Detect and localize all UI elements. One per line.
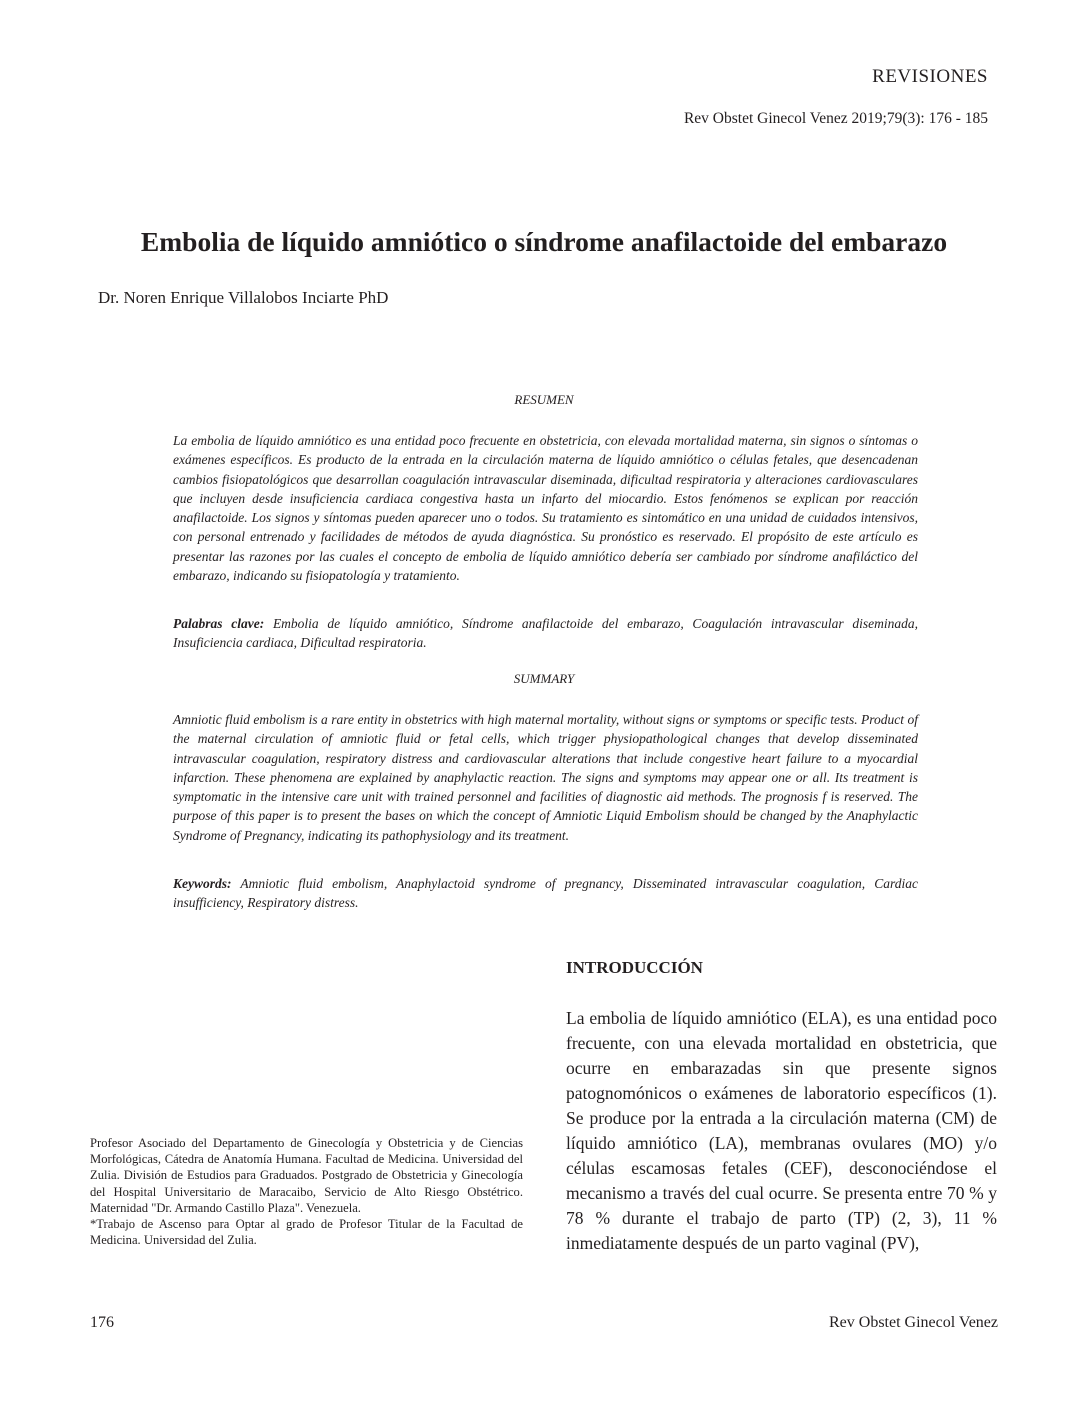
resumen-keywords-label: Palabras clave: <box>173 616 265 631</box>
section-label: REVISIONES <box>872 66 988 87</box>
journal-citation: Rev Obstet Ginecol Venez 2019;79(3): 176 - 185 <box>683 110 988 127</box>
promotion-footnote: *Trabajo de Ascenso para Optar al grado de Profesor Titular de la Facultad de Medicina. Universidad del Zulia. <box>90 1217 523 1248</box>
summary-heading: SUMMARY <box>513 671 575 686</box>
affiliation-footnote: Profesor Asociado del Departamento de Ginecología y Obstetricia y de Ciencias Morfológicas, Cátedra de Anatomía Humana. Facultad de Medicina. Universidad del Zulia. División de Estudios para Graduados. Postgrado de Obstetricia y Ginecología del Hospital Universitario de Maracaibo, Servicio de Alto Riesgo Obstétrico. Maternidad "Dr. Armando Castillo Plaza". Venezuela. <box>90 1136 523 1215</box>
summary-keywords <box>173 874 918 913</box>
running-footer: Rev Obstet Ginecol Venez <box>829 1314 998 1331</box>
resumen-keywords <box>173 614 918 653</box>
summary-keywords-text: Amniotic fluid embolism, Anaphylactoid syndrome of pregnancy, Disseminated intravascular coagulation, Cardiac insufficiency, Respiratory distress. <box>173 876 918 911</box>
summary-text: Amniotic fluid embolism is a rare entity in obstetrics with high maternal mortality, without signs or symptoms or specific tests. Product of the maternal circulation of amniotic fluid or fetal cells, which trigger physiopathological changes that develop disseminated intravascular coagulation, respiratory distress and cardiovascular alterations that include congestive heart failure to a myocardial infarction. These phenomena are explained by anaphylactic reaction. The signs and symptoms may appear one or all. Its treatment is symptomatic in the intensive care unit with trained personnel and facilities of diagnostic aid methods. The prognosis f is reserved. The purpose of this paper is to present the bases on which the concept of Amniotic Liquid Embolism should be changed by the Anaphylactic Syndrome of Pregnancy, indicating its pathophysiology and its treatment. <box>173 712 918 843</box>
resumen-heading: RESUMEN <box>514 392 574 407</box>
resumen-text: La embolia de líquido amniótico es una entidad poco frecuente en obstetricia, con elevada mortalidad materna, sin signos o síntomas o exámenes específicos. Es producto de la entrada en la circulación materna de líquido amniótico o células fetales, que desencadenan cambios fisiopatológicos que desarrollan coagulación intravascular diseminada, dificultad respiratoria y alteraciones cardiovasculares que incluyen desde insuficiencia cardiaca congestiva hasta un infarto del miocardio. Estos fenómenos se explican por reacción anafilactoide. Los signos y síntomas pueden aparecer uno o todos. Su tratamiento es sintomático en una unidad de cuidados intensivos, con personal entrenado y facilidades de métodos de ayuda diagnóstica. Su pronóstico es reservado. El propósito de este artículo es presentar las razones por las cuales el concepto de embolia de líquido amniótico debería ser cambiado por síndrome anafiláctico del embarazo, indicando su fisiopatología y tratamiento. <box>173 433 918 584</box>
resumen-keywords-text: Embolia de líquido amniótico, Síndrome anafilactoide del embarazo, Coagulación intravascular diseminada, Insuficiencia cardiaca, Dificultad respiratoria. <box>173 616 919 651</box>
page-number: 176 <box>90 1314 114 1331</box>
article-author: Dr. Noren Enrique Villalobos Inciarte PhD <box>98 288 389 307</box>
introduccion-heading: INTRODUCCIÓN <box>566 958 703 977</box>
introduccion-text: La embolia de líquido amniótico (ELA), es una entidad poco frecuente, con una elevada mortalidad en obstetricia, que ocurre en embarazadas sin que presente signos patognomónicos o exámenes de laboratorio específicos (1). Se produce por la entrada a la circulación materna (CM) de líquido amniótico (LA), membranas ovulares (MO) y/o células escamosas fetales (CEF), desconociéndose el mecanismo a través del cual ocurre. Se presenta entre 70 % y 78 % durante el trabajo de parto (TP) (2, 3), 11 % inmediatamente después de un parto vaginal (PV), <box>566 1008 997 1253</box>
summary-keywords-label: Keywords: <box>173 876 232 891</box>
author-footnotes <box>90 1135 523 1248</box>
article-title: Embolia de líquido amniótico o síndrome anafilactoide del embarazo <box>140 226 948 257</box>
